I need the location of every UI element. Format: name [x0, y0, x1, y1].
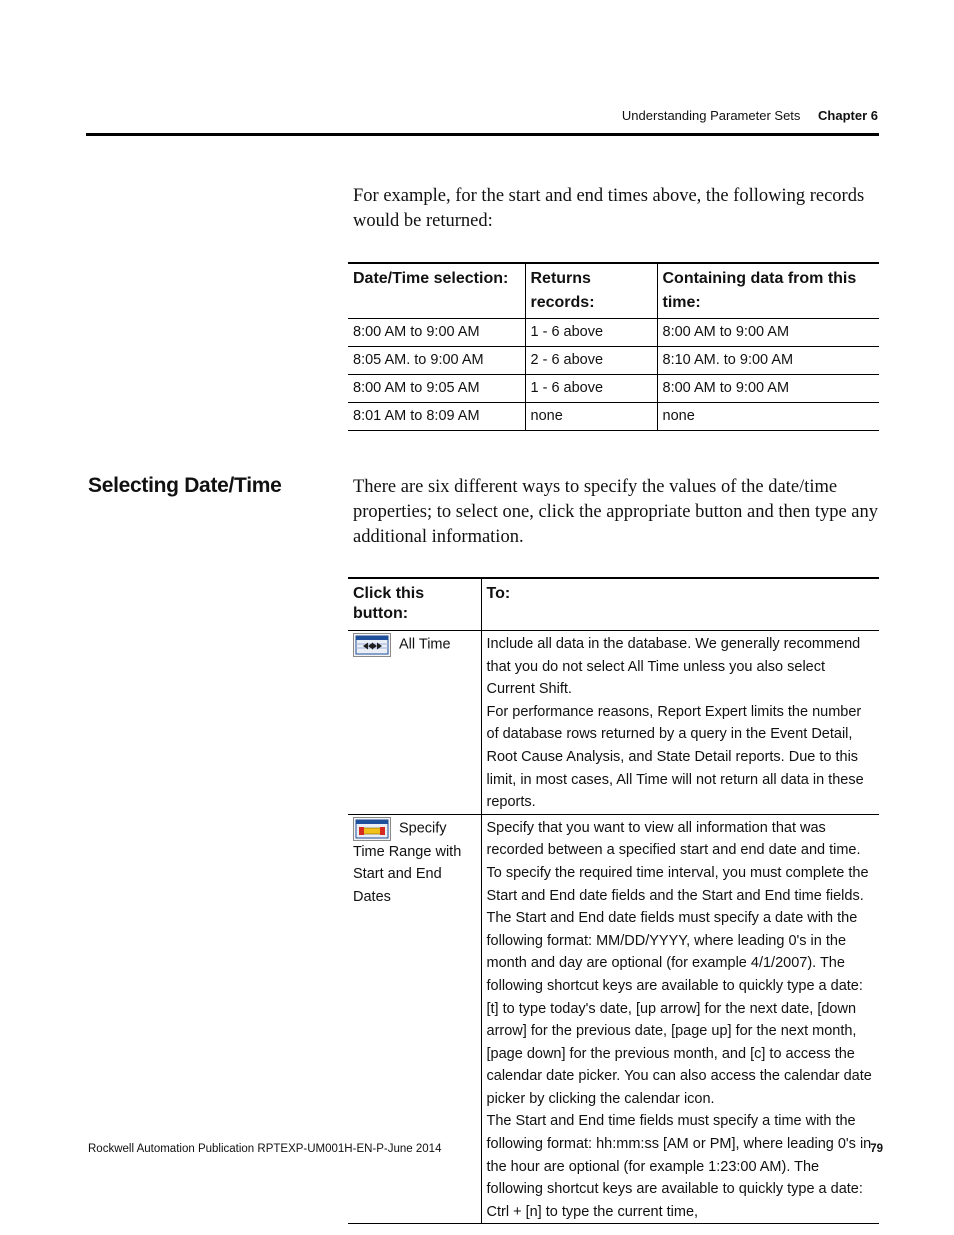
specify-range-description: [481, 814, 879, 1224]
records-table-header-row: [348, 263, 879, 319]
records-table: [348, 262, 879, 431]
all-time-icon[interactable]: [353, 633, 391, 657]
table-cell: 8:01 AM to 8:09 AM: [353, 408, 480, 424]
table-cell: 1 - 6 above: [525, 319, 657, 347]
records-header-returns: Returns records:: [525, 263, 657, 319]
running-header: [622, 108, 878, 123]
section-intro-paragraph: There are six different ways to specify the values of the date/time properties; to select one, click the appropriate button and then type any additional information.: [353, 477, 879, 547]
intro-paragraph: For example, for the start and end times above, the following records would be returned:: [353, 186, 865, 231]
button-cell-all-time: [348, 631, 481, 815]
table-cell: 2 - 6 above: [525, 347, 657, 375]
specify-range-button-label: Specify Time Range with Start and End Dates: [353, 820, 462, 906]
footer-page-number: 79: [870, 1143, 883, 1155]
table-cell: 8:00 AM to 9:00 AM: [657, 319, 879, 347]
table-row: [348, 814, 879, 1224]
description-paragraph: Include all data in the database. We generally recommend that you do not select All Time unless you also select Current Shift.: [486, 636, 861, 698]
header-chapter: Chapter 6: [818, 108, 878, 123]
header-rule: [86, 133, 879, 136]
table-cell: 8:10 AM. to 9:00 AM: [657, 347, 879, 375]
description-paragraph: To specify the required time interval, you must complete the Start and End date fields and the Start and End time fields.: [486, 864, 869, 904]
buttons-table-header-row: [348, 578, 879, 631]
all-time-button-label: All Time: [399, 636, 451, 653]
description-paragraph: The Start and End time fields must specify a time with the following format: hh:mm:ss [AM or PM], where leading 0's in the hour are optional (for example 1:23:00 AM). The following shortcut keys are available to quickly type a date: Ctrl + [n] to type the current time,: [486, 1113, 872, 1220]
table-cell: 8:00 AM to 9:00 AM: [353, 324, 480, 340]
buttons-header-to: To:: [481, 578, 879, 631]
table-cell: 8:00 AM to 9:05 AM: [353, 380, 480, 396]
section-title: Selecting Date/Time: [88, 474, 282, 497]
table-row: [348, 347, 879, 375]
button-cell-specify-range: [348, 814, 481, 1224]
all-time-description: [481, 631, 879, 815]
table-cell: 8:00 AM to 9:00 AM: [657, 375, 879, 403]
specify-time-range-icon[interactable]: [353, 817, 391, 841]
table-row: [348, 319, 879, 347]
table-cell: none: [525, 403, 657, 431]
buttons-table: [348, 577, 879, 1224]
table-cell: 8:05 AM. to 9:00 AM: [353, 352, 484, 368]
table-cell: 1 - 6 above: [525, 375, 657, 403]
buttons-header-button: Click this button:: [353, 585, 425, 622]
footer-publication: Rockwell Automation Publication RPTEXP-UM001H-EN-P-June 2014: [88, 1143, 442, 1155]
header-section-title: Understanding Parameter Sets: [621, 108, 801, 123]
table-row: [348, 631, 879, 815]
description-paragraph: The Start and End date fields must specify a date with the following format: MM/DD/YYYY, where leading 0's in the month and day are optional (for example 4/1/2007). The following shortcut keys are available to quickly type a date: [t] to type today's date, [up arrow] for the next date, [down arrow] for the previous date, [page up] for the next month, [page down] for the previous month, and [c] to access the calendar date picker. You can also access the calendar date picker by clicking the calendar icon.: [486, 910, 872, 1107]
description-paragraph: Specify that you want to view all information that was recorded between a specified start and end date and time.: [486, 819, 861, 859]
table-cell: none: [657, 403, 879, 431]
table-row: [348, 375, 879, 403]
records-header-selection: Date/Time selection:: [353, 270, 509, 287]
description-paragraph: For performance reasons, Report Expert limits the number of database rows returned by a query in the Event Detail, Root Cause Analysis, and State Detail reports. Due to this limit, in most cases, All Time will not return all data in these reports.: [486, 703, 864, 811]
records-header-containing: Containing data from this time:: [657, 263, 879, 319]
table-row: [348, 403, 879, 431]
